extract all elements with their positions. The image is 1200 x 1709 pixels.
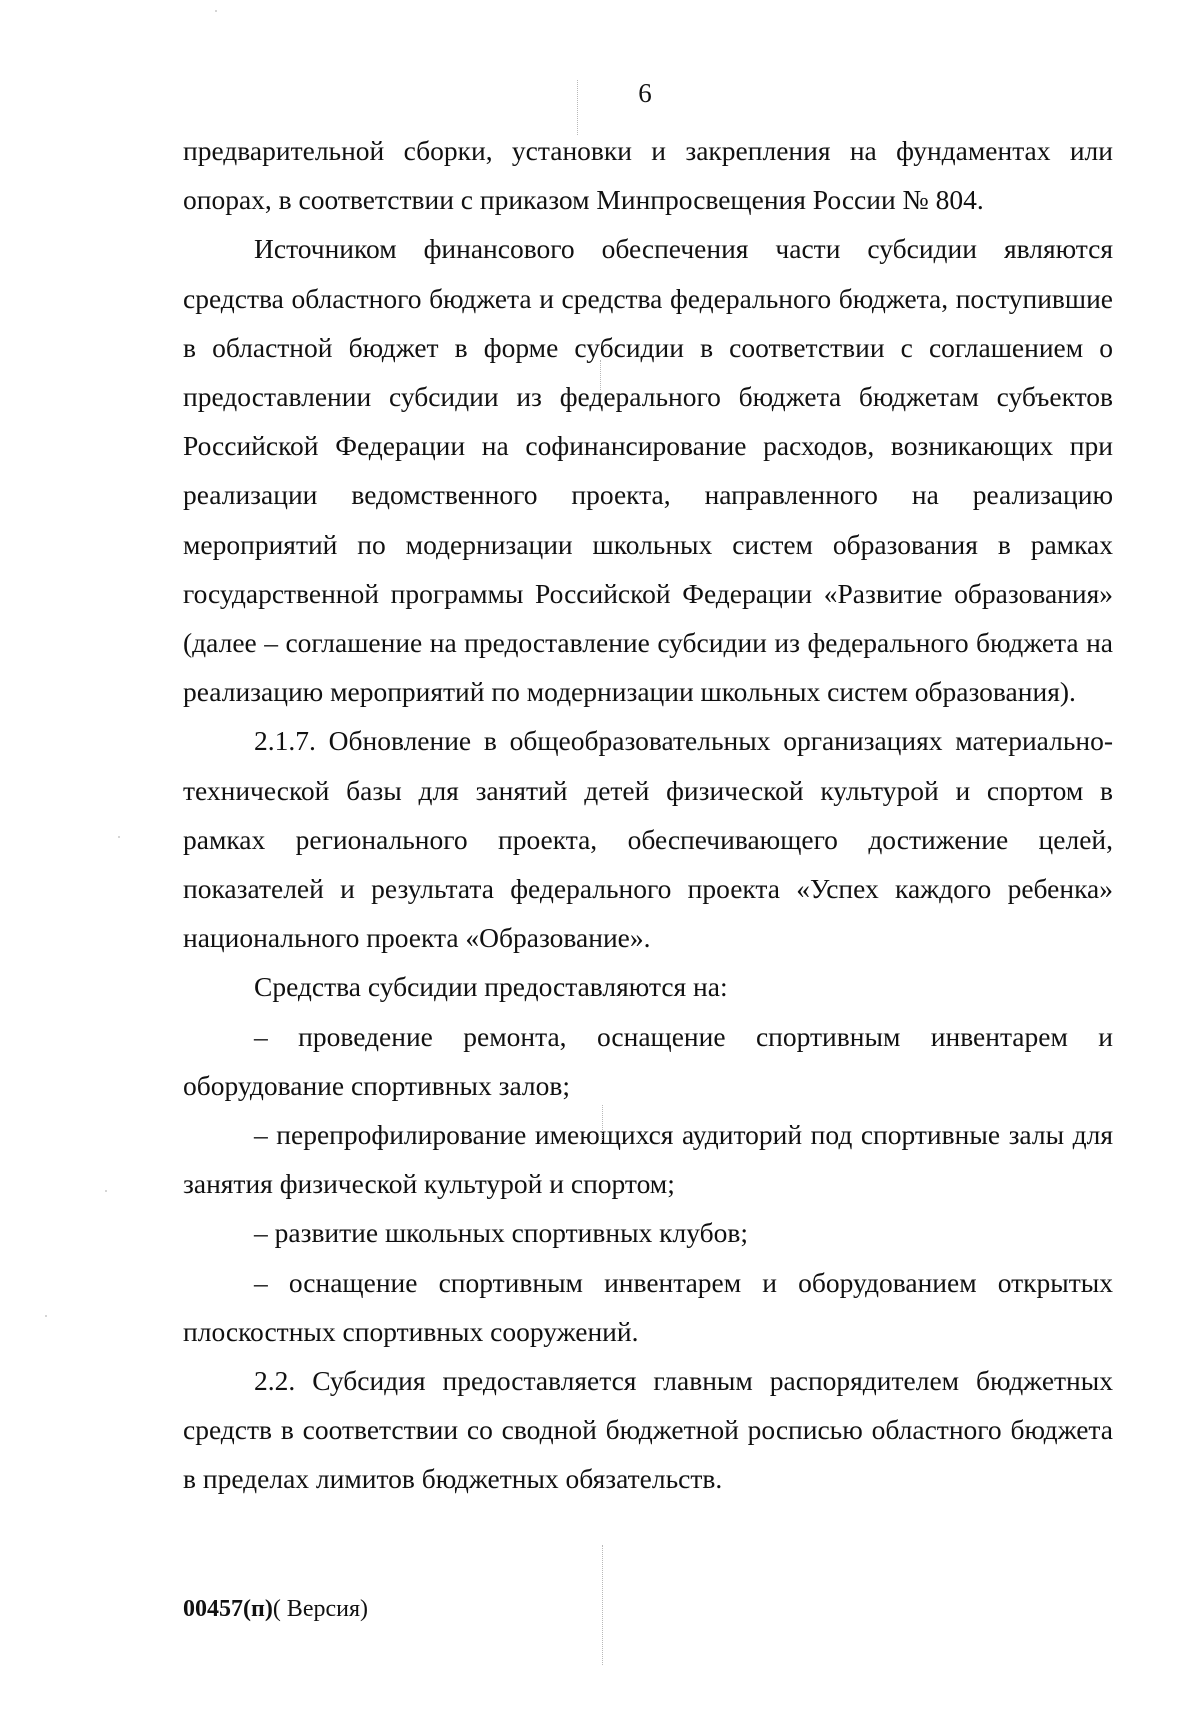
scan-fold-line-middle: [600, 360, 601, 390]
document-footer: [183, 1596, 368, 1623]
scan-speck: [45, 1315, 47, 1317]
paragraph-2-1-7: 2.1.7. Обновление в общеобразовательных организациях материально-технической базы для занятий детей физической культурой и спортом в рамках регионального проекта, обеспечивающего достижение целей, показателей и результата федерального проекта «Успех каждого ребенка» национального проекта «Образование».: [183, 725, 1113, 954]
document-body: [183, 126, 1113, 1504]
list-item-repair: – проведение ремонта, оснащение спортивным инвентарем и оборудование спортивных залов;: [183, 1020, 1113, 1101]
paragraph-2-2: 2.2. Субсидия предоставляется главным распорядителем бюджетных средств в соответствии со сводной бюджетной росписью областного бюджета в пределах лимитов бюджетных обязательств.: [183, 1365, 1113, 1495]
list-item-reprofiling: – перепрофилирование имеющихся аудиторий под спортивные залы для занятия физической культурой и спортом;: [183, 1119, 1113, 1200]
paragraph-continuation: предварительной сборки, установки и закрепления на фундаментах или опорах, в соответствии с приказом Минпросвещения России № 804.: [183, 135, 1113, 216]
list-item-outdoor-equipment: – оснащение спортивным инвентарем и оборудованием открытых плоскостных спортивных сооружений.: [183, 1266, 1113, 1347]
scan-speck: [105, 1190, 107, 1192]
scan-fold-line-bottom: [602, 1545, 603, 1665]
document-version: ( Версия): [272, 1596, 368, 1622]
scan-speck: [118, 836, 120, 838]
scan-fold-line-top: [577, 80, 578, 135]
document-code: 00457(п): [183, 1596, 273, 1622]
scan-speck: [215, 10, 217, 12]
page-number: 6: [638, 78, 652, 108]
paragraph-subsidy-purposes-intro: Средства субсидии предоставляются на:: [254, 971, 728, 1003]
scan-fold-line-lower: [602, 1105, 603, 1140]
list-item-sport-clubs: – развитие школьных спортивных клубов;: [254, 1217, 749, 1249]
paragraph-funding-source: Источником финансового обеспечения части субсидии являются средства областного бюджета и средства федерального бюджета, поступившие в областной бюджет в форме субсидии в соответствии с соглашением о предоставлении субсидии из федерального бюджета бюджетам субъектов Российской Федерации на софинансирование расходов, возникающих при реализации ведомственного проекта, направленного на реализацию мероприятий по модернизации школьных систем образования в рамках государственной программы Российской Федерации «Развитие образования» (далее – соглашение на предоставление субсидии из федерального бюджета на реализацию мероприятий по модернизации школьных систем образования).: [183, 233, 1113, 708]
